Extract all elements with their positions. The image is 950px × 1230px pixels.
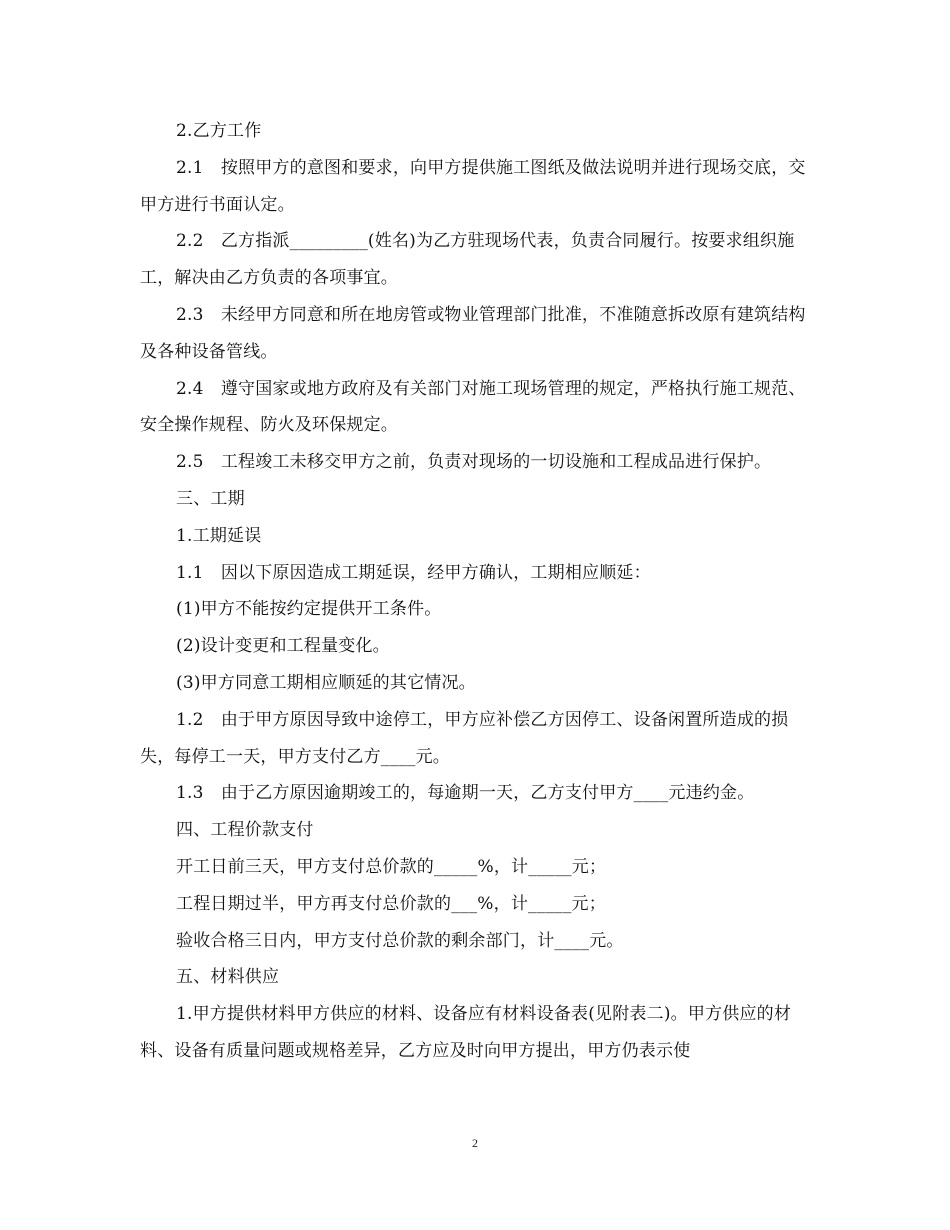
section-heading-party-b-work: 2.乙方工作 — [176, 121, 262, 141]
subsection-heading-delay: 1.工期延误 — [176, 525, 262, 546]
list-item-2: (2)设计变更和工程量变化。 — [176, 636, 390, 657]
clause-2-3: 2.3 未经甲方同意和所在地房管或物业管理部门批准，不准随意拆改原有建筑结构及各种设备管线。 — [140, 304, 806, 362]
payment-line-1: 开工日前三天，甲方支付总价款的_____%，计_____元； — [176, 856, 607, 877]
list-item-3: (3)甲方同意工期相应顺延的其它情况。 — [176, 672, 476, 693]
clause-2-1: 2.1 按照甲方的意图和要求，向甲方提供施工图纸及做法说明并进行现场交底，交甲方进行书面认定。 — [140, 157, 806, 215]
clause-1-2: 1.2 由于甲方原因导致中途停工，甲方应补偿乙方因停工、设备闲置所造成的损失，每停工一天，甲方支付乙方____元。 — [140, 709, 789, 767]
section-heading-payment: 四、工程价款支付 — [176, 820, 314, 841]
list-item-1: (1)甲方不能按约定提供开工条件。 — [176, 599, 442, 620]
document-body — [140, 113, 812, 1070]
materials-clause-1: 1.甲方提供材料甲方供应的材料、设备应有材料设备表(见附表二)。甲方供应的材料、设备有质量问题或规格差异，乙方应及时向甲方提出，甲方仍表示使 — [140, 1004, 792, 1061]
section-heading-materials: 五、材料供应 — [176, 967, 280, 988]
payment-line-2: 工程日期过半，甲方再支付总价款的___%，计_____元； — [176, 893, 606, 914]
clause-2-5: 2.5 工程竣工未移交甲方之前，负责对现场的一切设施和工程成品进行保护。 — [176, 452, 772, 473]
section-heading-schedule: 三、工期 — [176, 488, 245, 509]
clause-1-1: 1.1 因以下原因造成工期延误，经甲方确认，工期相应顺延： — [176, 562, 651, 583]
payment-line-3: 验收合格三日内，甲方支付总价款的剩余部门，计____元。 — [176, 930, 624, 951]
page-number: 2 — [472, 1136, 478, 1150]
clause-2-2: 2.2 乙方指派_________(姓名)为乙方驻现场代表，负责合同履行。按要求组织施工，解决由乙方负责的各项事宜。 — [140, 231, 795, 289]
clause-2-4: 2.4 遵守国家或地方政府及有关部门对施工现场管理的规定，严格执行施工规范、安全操作规程、防火及环保规定。 — [140, 378, 806, 436]
clause-1-3: 1.3 由于乙方原因逾期竣工的，每逾期一天，乙方支付甲方____元违约金。 — [176, 783, 755, 804]
